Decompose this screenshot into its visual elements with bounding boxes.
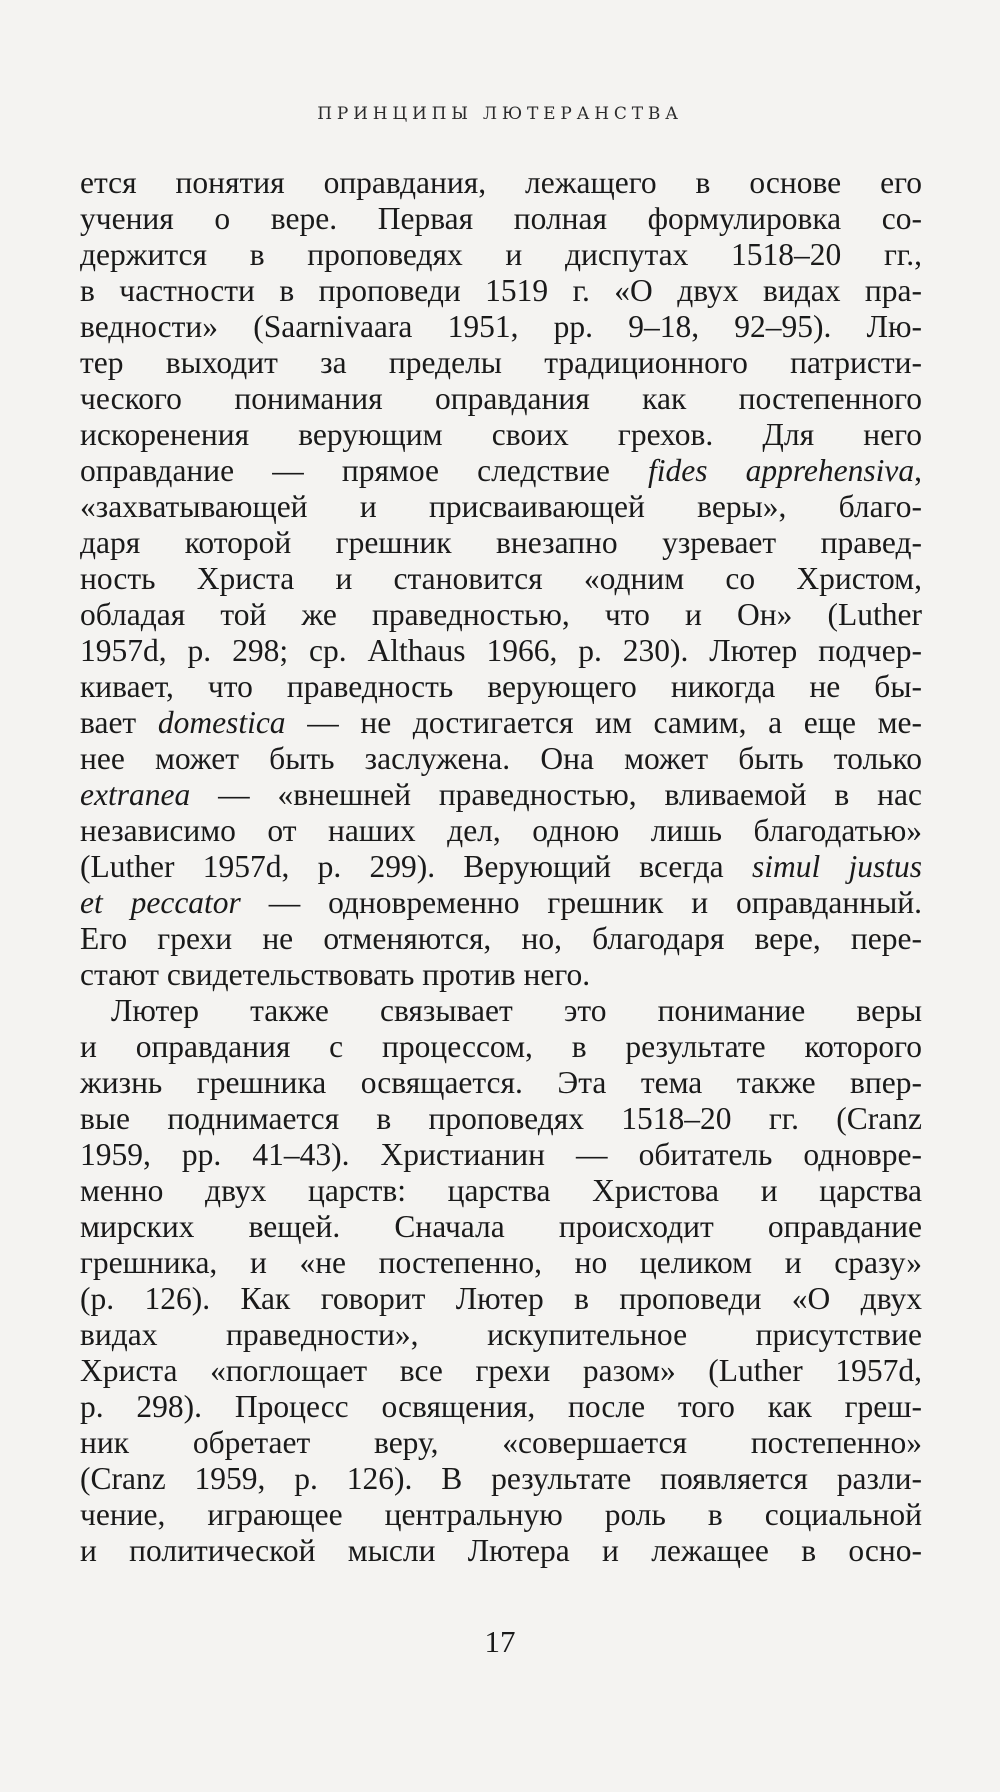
text-segment: ведности» (Saarnivaara 1951, pp. 9–18, 92–95). Лю-: [80, 309, 922, 344]
text-segment: кивает, что праведность верующего никогда не бы-: [80, 669, 922, 704]
text-segment: 1957d, p. 298; ср. Althaus 1966, p. 230). Лютер подчер-: [80, 633, 922, 668]
text-segment: в частности в проповеди 1519 г. «О двух видах пра-: [80, 273, 922, 308]
text-segment: держится в проповедях и диспутах 1518–20 гг.,: [80, 237, 922, 272]
text-segment: — не достигается им самим, а еще ме-: [285, 705, 922, 740]
italic-latin-term: domestica: [157, 705, 286, 740]
text-segment: жизнь грешника освящается. Эта тема также впер-: [80, 1065, 922, 1100]
text-segment: видах праведности», искупительное присутствие: [80, 1317, 922, 1352]
text-line: [80, 1065, 922, 1101]
text-line: [80, 309, 922, 345]
text-segment: «захватывающей и присваивающей веры», благо-: [80, 489, 922, 524]
text-segment: даря которой грешник внезапно узревает правед-: [80, 525, 922, 560]
text-segment: независимо от наших дел, одною лишь благодатью»: [80, 813, 922, 848]
text-line: [80, 1029, 922, 1065]
text-segment: и оправдания с процессом, в результате которого: [80, 1029, 922, 1064]
text-segment: 1959, pp. 41–43). Христианин — обитатель одновре-: [80, 1137, 922, 1172]
text-line: [80, 165, 922, 201]
running-head: ПРИНЦИПЫ ЛЮТЕРАНСТВА: [317, 104, 683, 124]
text-line: [80, 1353, 922, 1389]
text-segment: (Cranz 1959, p. 126). В результате появляется разли-: [80, 1461, 922, 1496]
text-segment: ник обретает веру, «совершается постепенно»: [80, 1425, 922, 1460]
text-segment: ,: [914, 453, 922, 488]
text-line: [80, 741, 922, 777]
text-line: [80, 1317, 922, 1353]
text-line: [80, 345, 922, 381]
text-line: [80, 1101, 922, 1137]
text-segment: ческого понимания оправдания как постепенного: [80, 381, 922, 416]
text-segment: нее может быть заслужена. Она может быть только: [80, 741, 922, 776]
text-segment: p. 298). Процесс освящения, после того как греш-: [80, 1389, 922, 1424]
text-segment: оправдание — прямое следствие: [80, 453, 648, 488]
text-line: [80, 1389, 922, 1425]
text-line: [80, 669, 922, 705]
text-line: [80, 885, 922, 921]
text-segment: ется понятия оправдания, лежащего в основе его: [80, 165, 922, 200]
text-line: [80, 849, 922, 885]
text-segment: менно двух царств: царства Христова и царства: [80, 1173, 922, 1208]
text-segment: ность Христа и становится «одним со Христом,: [80, 561, 922, 596]
text-segment: — «внешней праведностью, вливаемой в нас: [190, 777, 922, 812]
text-line: [80, 453, 922, 489]
text-segment: и политической мысли Лютера и лежащее в осно-: [80, 1533, 922, 1568]
text-line: [80, 1461, 922, 1497]
italic-latin-term: extranea: [80, 777, 191, 812]
text-segment: тер выходит за пределы традиционного патристи-: [80, 345, 922, 380]
text-line: [80, 237, 922, 273]
text-segment: учения о вере. Первая полная формулировка со-: [80, 201, 922, 236]
italic-latin-term: fides apprehensiva: [647, 453, 915, 488]
text-line: [80, 201, 922, 237]
page-number: 17: [484, 1624, 516, 1659]
text-line: [80, 597, 922, 633]
text-line: [80, 1533, 922, 1569]
text-line: [80, 1425, 922, 1461]
italic-latin-term: simul justus: [751, 849, 923, 884]
text-line: [80, 633, 922, 669]
paragraph-last-line: [80, 957, 922, 993]
text-line: [80, 1281, 922, 1317]
text-segment: стают свидетельствовать против него.: [80, 957, 591, 992]
text-segment: грешника, и «не постепенно, но целиком и сразу»: [80, 1245, 922, 1280]
text-line: [80, 489, 922, 525]
text-segment: Христа «поглощает все грехи разом» (Luther 1957d,: [80, 1353, 922, 1388]
text-line: [80, 1497, 922, 1533]
italic-latin-term: et peccator: [80, 885, 241, 920]
text-segment: чение, играющее центральную роль в социальной: [80, 1497, 922, 1532]
text-line: [80, 1209, 922, 1245]
text-segment: Его грехи не отменяются, но, благодаря вере, пере-: [80, 921, 922, 956]
text-segment: (Luther 1957d, p. 299). Верующий всегда: [80, 849, 752, 884]
paragraph-first-line: [80, 993, 922, 1029]
text-line: [80, 417, 922, 453]
text-line: [80, 561, 922, 597]
text-segment: обладая той же праведностью, что и Он» (Luther: [80, 597, 922, 632]
text-segment: — одновременно грешник и оправданный.: [240, 885, 923, 920]
text-line: [80, 381, 922, 417]
text-line: [80, 1137, 922, 1173]
text-line: [80, 777, 922, 813]
text-segment: мирских вещей. Сначала происходит оправдание: [80, 1209, 922, 1244]
text-segment: вает: [80, 705, 158, 740]
text-line: [80, 1245, 922, 1281]
text-line: [80, 705, 922, 741]
text-line: [80, 1173, 922, 1209]
body-text: [80, 165, 922, 1569]
text-line: [80, 813, 922, 849]
text-segment: Лютер также связывает это понимание веры: [111, 993, 922, 1028]
text-segment: искоренения верующим своих грехов. Для него: [80, 417, 922, 452]
text-segment: (p. 126). Как говорит Лютер в проповеди «О двух: [80, 1281, 922, 1316]
text-segment: вые поднимается в проповедях 1518–20 гг. (Cranz: [80, 1101, 922, 1136]
text-line: [80, 921, 922, 957]
text-line: [80, 525, 922, 561]
text-line: [80, 273, 922, 309]
